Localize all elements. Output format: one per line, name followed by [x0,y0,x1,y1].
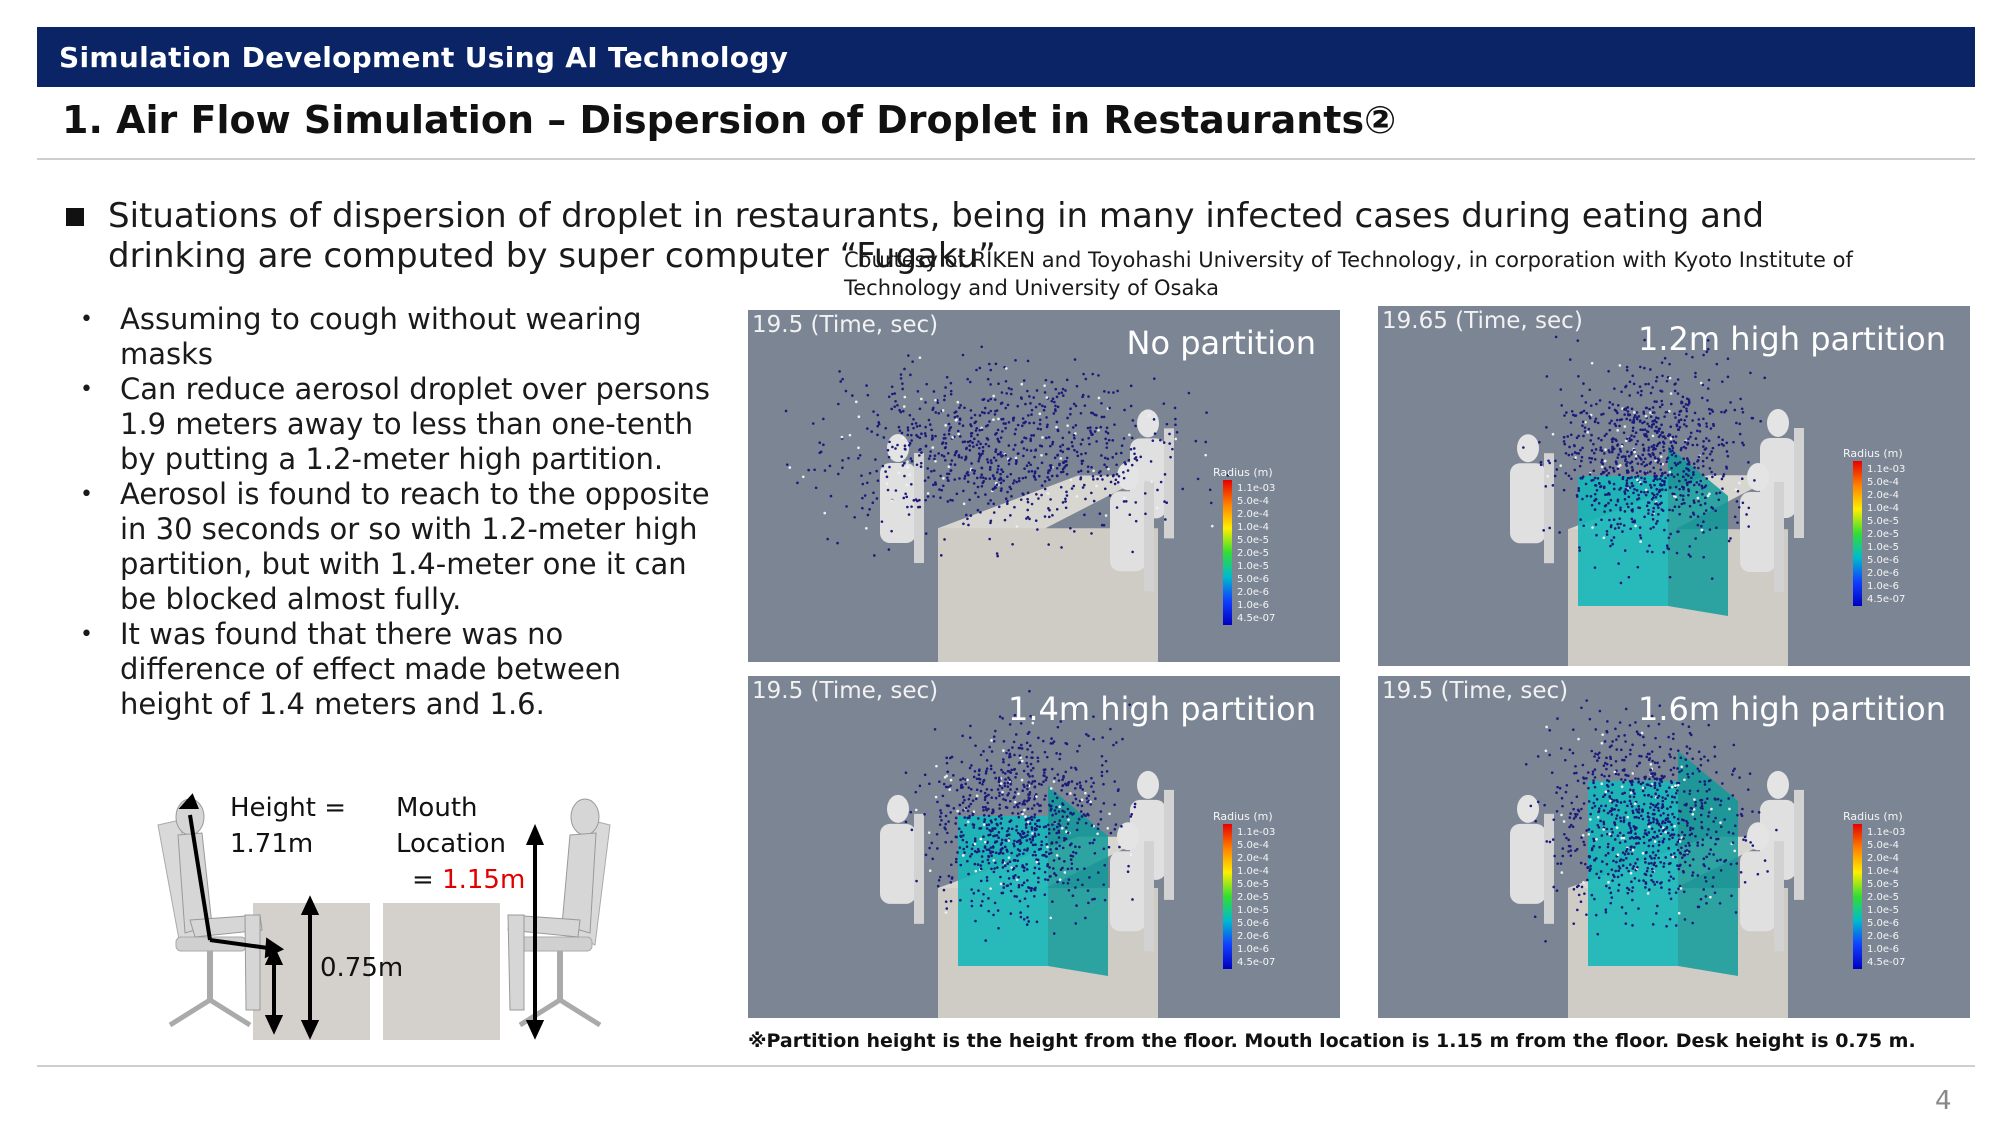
bullet-dot-icon: • [80,482,93,507]
legend-tick-label: 1.0e-4 [1867,503,1900,514]
legend-tick-label: 2.0e-4 [1867,490,1900,501]
legend-tick-label: 2.0e-4 [1867,853,1900,864]
sim-panel-1-4m-partition [748,676,1340,1018]
courtesy-note: Courtesy of RIKEN and Toyohashi University of Technology, in corporation with Kyoto Institute of Technology and University of Osaka [844,248,1853,300]
sim-panel-1-2m-partition [1378,306,1970,666]
desk-height-value: 0.75m [320,953,404,983]
legend-tick-label: 5.0e-5 [1867,516,1900,527]
mouth-label-line1: Mouth [396,793,478,823]
seating-height-diagram [150,785,620,1040]
main-bullet-text: Situations of dispersion of droplet in restaurants, being in many infected cases during eating and drinking are computed by super computer “Fugaku” [108,196,1765,276]
legend-tick-labels [1867,826,1905,969]
page-title: 1. Air Flow Simulation – Dispersion of Droplet in Restaurants② [62,98,1397,142]
panel-title: 1.2m high partition [1638,320,1946,358]
height-value: 1.71m [230,829,314,859]
legend-title: Radius (m) [1843,810,1903,823]
legend-tick-label: 2.0e-6 [1867,568,1900,579]
sub-bullet-list [78,302,718,722]
legend-color-bar [1853,461,1862,606]
panel-title: 1.4m high partition [1008,690,1316,728]
legend-tick-label: 5.0e-4 [1867,840,1900,851]
legend-tick-label: 1.1e-03 [1867,464,1906,475]
footer-divider [37,1065,1975,1067]
legend-tick-label: 2.0e-5 [1867,892,1900,903]
legend-tick-label: 5.0e-5 [1237,879,1270,890]
legend-tick-label: 4.5e-07 [1867,957,1906,968]
panel-time-label: 19.5 (Time, sec) [752,678,939,704]
legend-tick-label: 1.0e-4 [1867,866,1900,877]
bullet-dot-icon: • [80,622,93,647]
legend-tick-label: 1.0e-4 [1237,522,1270,533]
legend-tick-label: 1.0e-6 [1867,944,1900,955]
legend-title: Radius (m) [1213,466,1273,479]
legend-tick-label: 2.0e-4 [1237,853,1270,864]
legend-tick-label: 1.1e-03 [1237,483,1276,494]
title-divider [37,158,1975,160]
legend-tick-label: 5.0e-6 [1237,918,1270,929]
sim-panel-1-6m-partition [1378,676,1970,1018]
panel-time-label: 19.5 (Time, sec) [1382,678,1569,704]
legend-tick-label: 1.0e-4 [1237,866,1270,877]
legend-tick-label: 5.0e-4 [1237,840,1270,851]
legend-tick-label: 1.0e-5 [1867,542,1900,553]
list-item: • It was found that there was no difference of effect made between height of 1.4 meters and 1.6. [80,617,622,721]
panel-title: No partition [1126,324,1316,362]
square-bullet-icon [66,208,84,226]
legend-tick-label: 1.1e-03 [1867,827,1906,838]
footnote: ※Partition height is the height from the floor. Mouth location is 1.15 m from the floor. Desk height is 0.75 m. [748,1030,1916,1052]
legend-tick-label: 2.0e-5 [1867,529,1900,540]
legend-tick-label: 1.0e-5 [1237,905,1270,916]
page-number: 4 [1935,1086,1952,1116]
section-header-bar [37,27,1975,87]
legend-color-bar [1223,480,1232,625]
legend-tick-label: 2.0e-6 [1867,931,1900,942]
legend-tick-label: 4.5e-07 [1237,613,1276,624]
legend-tick-label: 2.0e-6 [1237,587,1270,598]
legend-color-bar [1223,824,1232,969]
bullet-dot-icon: • [80,377,93,402]
legend-tick-label: 5.0e-4 [1867,477,1900,488]
mouth-label-line2: Location [396,829,506,859]
legend-tick-label: 1.0e-6 [1237,944,1270,955]
legend-tick-label: 2.0e-4 [1237,509,1270,520]
legend-tick-labels [1867,463,1905,606]
legend-title: Radius (m) [1843,447,1903,460]
list-item: • Can reduce aerosol droplet over persons 1.9 meters away to less than one-tenth by putting a 1.2-meter high partition. [80,372,711,476]
legend-tick-label: 2.0e-6 [1237,931,1270,942]
section-title: Simulation Development Using AI Technology [59,41,789,74]
legend-tick-label: 5.0e-5 [1867,879,1900,890]
legend-tick-label: 5.0e-6 [1237,574,1270,585]
legend-tick-label: 5.0e-5 [1237,535,1270,546]
legend-tick-labels [1237,482,1275,625]
seated-figures-illustration [150,785,620,1040]
legend-tick-label: 2.0e-5 [1237,892,1270,903]
list-item: • Assuming to cough without wearing masks [80,302,642,371]
panel-title: 1.6m high partition [1638,690,1946,728]
legend-tick-label: 1.1e-03 [1237,827,1276,838]
legend-tick-labels [1237,826,1275,969]
legend-tick-label: 1.0e-5 [1867,905,1900,916]
height-label: Height = [230,793,346,823]
legend-tick-label: 5.0e-6 [1867,555,1900,566]
panel-time-label: 19.5 (Time, sec) [752,312,939,338]
legend-tick-label: 5.0e-6 [1867,918,1900,929]
legend-tick-label: 4.5e-07 [1867,594,1906,605]
list-item: • Aerosol is found to reach to the opposite in 30 seconds or so with 1.2-meter high partition, but with 1.4-meter one it can be blocked almost fully. [80,477,710,616]
legend-tick-label: 1.0e-5 [1237,561,1270,572]
mouth-value: 1.15m [442,865,526,895]
sim-panel-no-partition [748,310,1340,662]
bullet-dot-icon: • [80,307,93,332]
legend-tick-label: 4.5e-07 [1237,957,1276,968]
legend-color-bar [1853,824,1862,969]
legend-tick-label: 1.0e-6 [1867,581,1900,592]
legend-title: Radius (m) [1213,810,1273,823]
legend-tick-label: 2.0e-5 [1237,548,1270,559]
panel-time-label: 19.65 (Time, sec) [1382,308,1583,334]
legend-tick-label: 5.0e-4 [1237,496,1270,507]
legend-tick-label: 1.0e-6 [1237,600,1270,611]
mouth-value-line: = 1.15m [412,865,526,895]
